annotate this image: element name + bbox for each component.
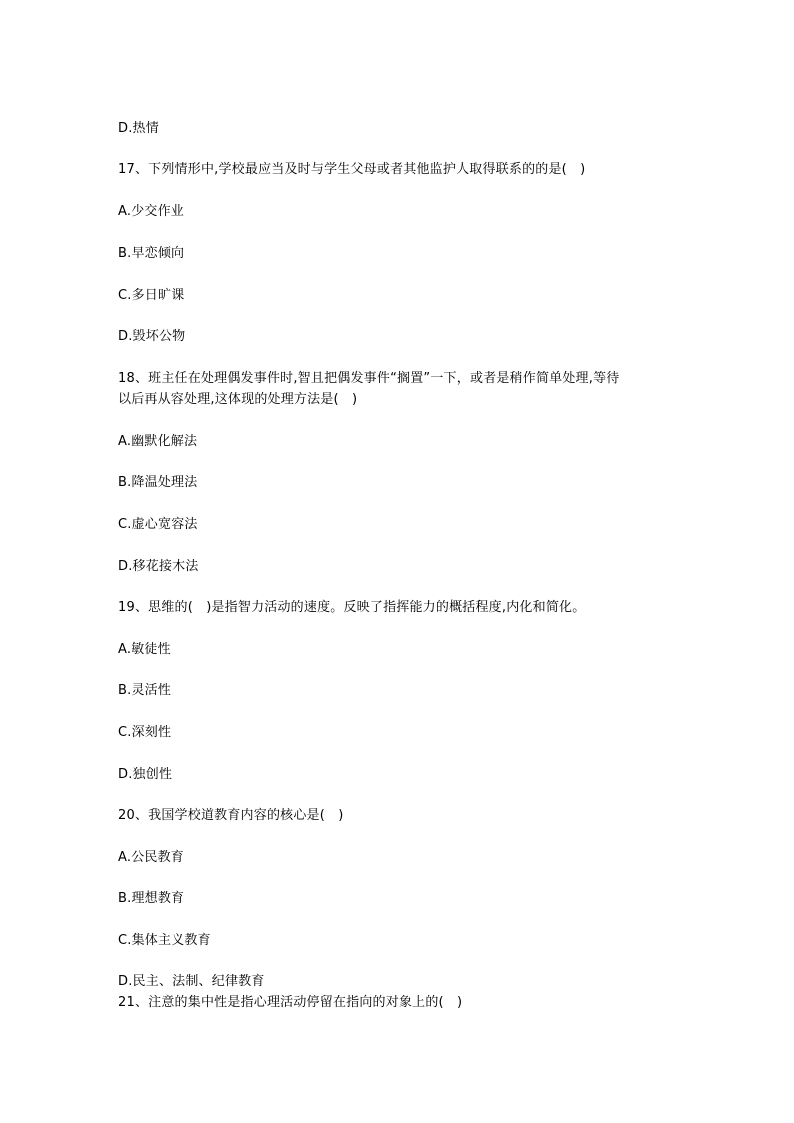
q20-option-d: D.民主、法制、纪律教育 (118, 974, 265, 989)
q17-stem: 17、下列情形中,学校最应当及时与学生父母或者其他监护人取得联系的的是( ) (118, 162, 586, 177)
q17-option-b: B.早恋倾向 (118, 246, 185, 261)
q18-option-b: B.降温处理法 (118, 475, 198, 490)
q21-stem: 21、注意的集中性是指心理活动停留在指向的对象上的( ) (118, 995, 463, 1010)
q18-stem-line2: 以后再从容处理,这体现的处理方法是( ) (118, 392, 358, 407)
q20-option-c: C.集体主义教育 (118, 933, 211, 948)
q19-option-b: B.灵活性 (118, 683, 172, 698)
q17-option-c: C.多日旷课 (118, 288, 185, 303)
q20-option-a: A.公民教育 (118, 850, 184, 865)
q20-option-b: B.理想教育 (118, 891, 185, 906)
q19-option-c: C.深刻性 (118, 725, 172, 740)
q19-stem: 19、思维的( )是指智力活动的速度。反映了指挥能力的概括程度,内化和简化。 (118, 600, 586, 615)
q17-option-d: D.毁坏公物 (118, 329, 186, 344)
q17-option-a: A.少交作业 (118, 204, 184, 219)
q18-option-a: A.幽默化解法 (118, 434, 198, 449)
q18-stem-line1: 18、班主任在处理偶发事件时,智且把偶发事件“搁置”一下，或者是稍作简单处理,等待 (118, 371, 620, 386)
q16-option-d: D.热情 (118, 121, 159, 136)
q19-option-a: A.敏徒性 (118, 642, 171, 657)
q20-stem: 20、我国学校道教育内容的核心是( ) (118, 808, 344, 823)
q18-option-d: D.移花接木法 (118, 559, 199, 574)
q19-option-d: D.独创性 (118, 767, 173, 782)
q18-option-c: C.虚心宽容法 (118, 517, 198, 532)
